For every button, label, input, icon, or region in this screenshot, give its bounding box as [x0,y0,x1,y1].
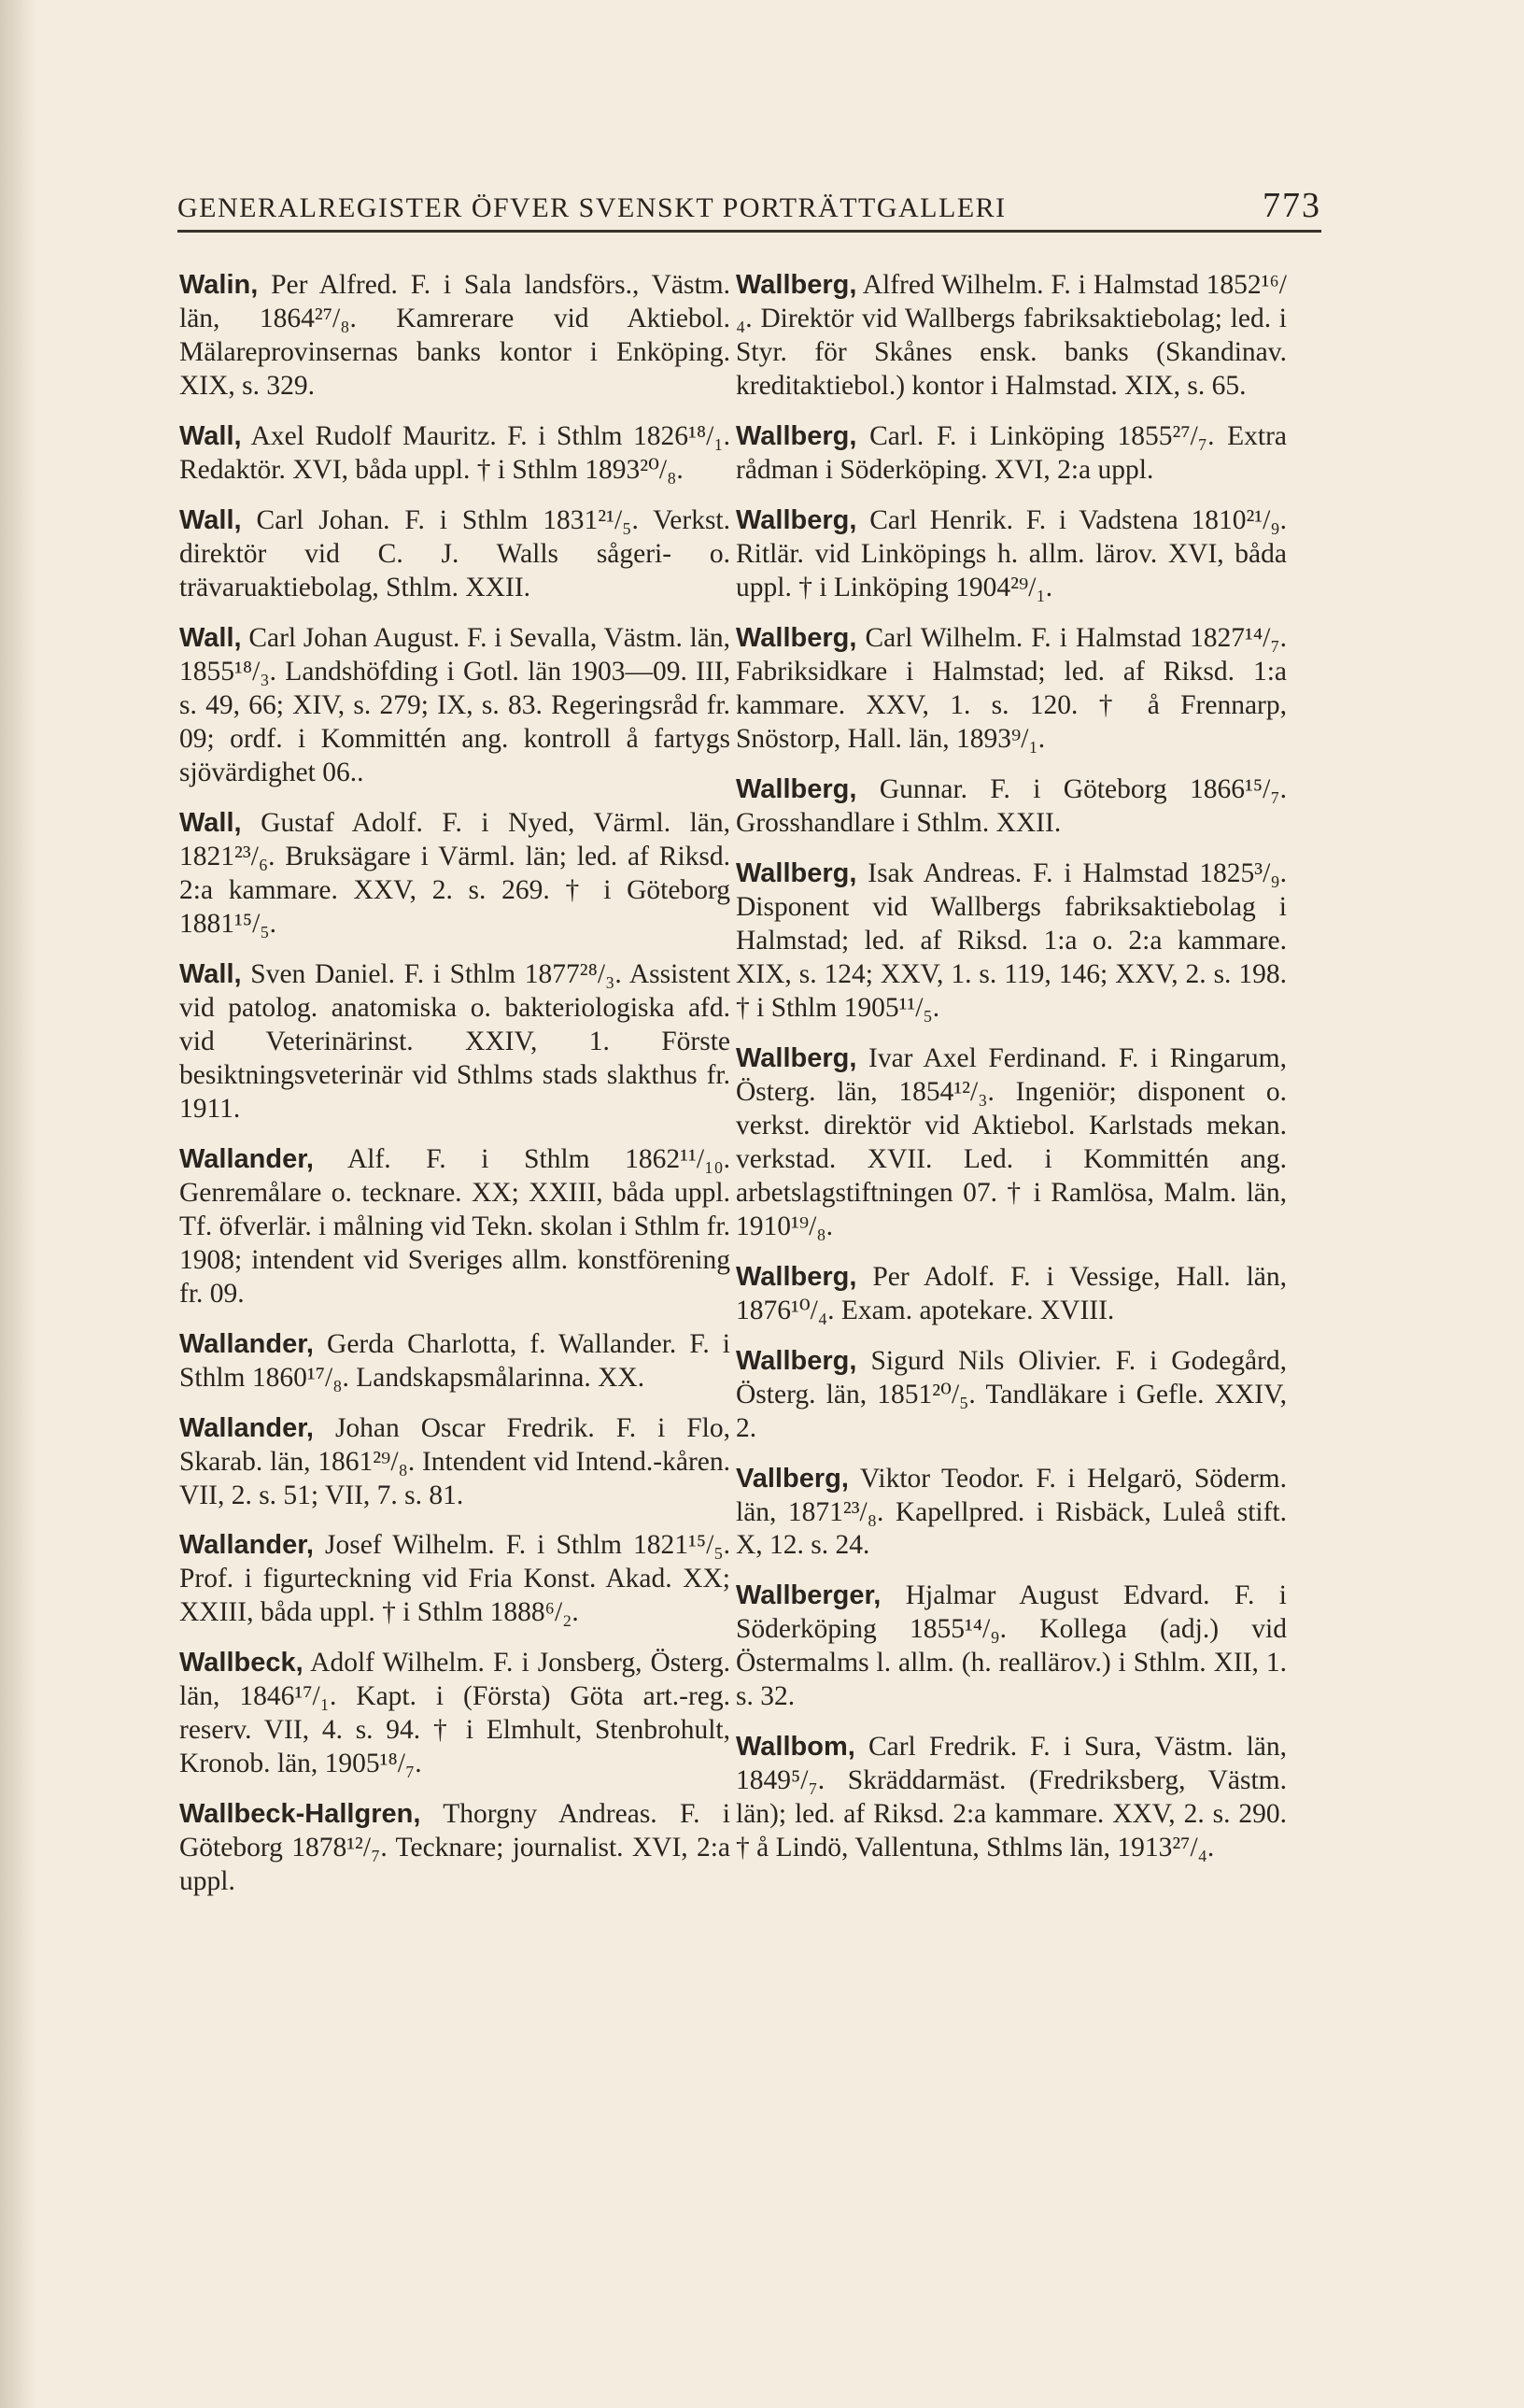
entry-text: Viktor Teodor. F. i Helgarö, Söderm. län, 1871²³/₈. Kapellpred. i Risbäck, Luleå stift. X, 12. s. 24. [736,1463,1287,1561]
register-entry [736,269,1287,404]
entry-surname: Wallander, [179,1328,314,1359]
entry-text: Per Adolf. F. i Vessige, Hall. län, 1876¹⁰/₄. Exam. apotekare. XVIII. [736,1261,1288,1325]
entry-surname: Wallbom, [736,1732,855,1763]
entry-surname: Wallberg, [736,270,857,300]
binding-shadow [0,0,37,2408]
entry-surname: Wallberg, [736,1042,857,1073]
entry-surname: Wallberg, [736,773,857,804]
register-entry [736,1042,1287,1244]
entry-text: Sven Daniel. F. i Sthlm 1877²⁸/₃. Assistent vid patolog. anatomiska o. bakteriologiska afd. vid Veterinärinst. XXIV, 1. Förste besiktningsveterinär vid Sthlms stads slakthus fr. 1911. [179,958,731,1124]
register-entry [736,857,1287,1026]
entry-text: Ivar Axel Ferdinand. F. i Ringarum, Österg. län, 1854¹²/₃. Ingeniör; disponent o. verkst. direktör vid Aktiebol. Karlstads mekan. verkstad. XVII. Led. i Kommittén ang. arbetslagstiftningen 07. † i Ramlösa, Malm. län, 1910¹⁹/₈. [736,1042,1287,1241]
entry-text: Isak Andreas. F. i Halmstad 1825³/₉. Disponent vid Wallbergs fabriksaktiebolag i Halmstad; led. af Riksd. 1:a o. 2:a kammare. XIX, s. 124; XXV, 1. s. 119, 146; XXV, 2. s. 198. † i Sthlm 1905¹¹/₅. [736,857,1287,1023]
entry-text: Sigurd Nils Olivier. F. i Godegård, Österg. län, 1851²⁰/₅. Tandläkare i Gefle. XXIV, 2. [736,1345,1287,1443]
entry-surname: Wallberg, [736,504,857,535]
entry-text: Hjalmar August Edvard. F. i Söderköping 1855¹⁴/₉. Kollega (adj.) vid Östermalms l. allm. (h. reallärov.) i Sthlm. XII, 1. s. 32. [736,1580,1288,1712]
entry-surname: Wallander, [179,1143,314,1174]
entry-surname: Wall, [179,504,242,535]
register-entry [736,773,1287,841]
entry-text: Gustaf Adolf. F. i Nyed, Värml. län, 1821²³/₆. Bruksägare i Värml. län; led. af Riksd. 2:a kammare. XXV, 2. s. 269. † i Göteborg 1881¹⁵/₅. [179,807,731,939]
entry-text: Josef Wilhelm. F. i Sthlm 1821¹⁵/₅. Prof. i figurteckning vid Fria Konst. Akad. XX; XXIII, båda uppl. † i Sthlm 1888⁶/₂. [179,1530,731,1628]
register-entry [736,1345,1287,1446]
register-entry [736,1579,1287,1714]
register-entry [179,622,730,790]
register-entry [736,622,1287,757]
entry-text: Alf. F. i Sthlm 1862¹¹/₁₀. Genremålare o. tecknare. XX; XXIII, båda uppl. Tf. öfverlär. i målning vid Tekn. skolan i Sthlm fr. 1908; intendent vid Sveriges allm. konstförening fr. 09. [179,1143,731,1309]
entry-surname: Wall, [179,622,242,653]
register-entry [736,504,1287,605]
entry-text: Carl Johan. F. i Sthlm 1831²¹/₅. Verkst. direktör vid C. J. Walls sågeri- o. trävaruaktiebolag, Sthlm. XXII. [179,504,730,602]
page-header [177,177,1321,233]
register-entry [179,1143,730,1311]
register-entry [736,1261,1287,1328]
entry-text: Johan Oscar Fredrik. F. i Flo, Skarab. län, 1861²⁹/₈. Intendent vid Intend.-kåren. VII, 2. s. 51; VII, 7. s. 81. [179,1412,731,1510]
entry-surname: Wall, [179,420,242,451]
entry-surname: Wall, [179,958,242,989]
register-entry [179,807,730,942]
page-number: 773 [1263,186,1321,225]
entry-surname: Vallberg, [736,1463,849,1494]
register-entry [179,1328,730,1395]
register-entry [179,504,730,605]
register-entry [179,269,730,404]
entry-surname: Wallberg, [736,420,857,451]
entry-surname: Wallbeck-Hallgren, [179,1799,421,1830]
entry-surname: Wallberg, [736,622,857,653]
entry-surname: Wallberg, [736,857,857,888]
register-entry [736,420,1287,488]
register-entry [179,1529,730,1630]
entry-surname: Wallberger, [736,1580,882,1611]
entry-surname: Wallberg, [736,1345,857,1376]
register-entry [736,1463,1287,1564]
register-entry [179,1647,730,1781]
right-column [736,269,1287,1882]
register-entry [736,1731,1287,1865]
entry-text: Per Alfred. F. i Sala landsförs., Västm. län, 1864²⁷/₈. Kamrerare vid Aktiebol. Mälareprovinsernas banks kontor i Enköping. XIX, s. 329. [179,270,730,401]
register-entry [179,1412,730,1513]
entry-text: Gerda Charlotta, f. Wallander. F. i Sthlm 1860¹⁷/₈. Landskapsmålarinna. XX. [179,1328,730,1393]
entry-text: Gunnar. F. i Göteborg 1866¹⁵/₇. Grosshandlare i Sthlm. XXII. [736,773,1288,838]
register-entry [179,420,730,488]
register-entry [179,958,730,1126]
entry-text: Carl Johan August. F. i Sevalla, Västm. län, 1855¹⁸/₃. Landshöfding i Gotl. län 1903—09. III, s. 49, 66; XIV, s. 279; IX, s. 83. Regeringsråd fr. 09; ordf. i Kommittén ang. kontroll å fartygs sjövärdighet 06.. [179,622,731,787]
entry-surname: Walin, [179,270,259,300]
entry-text: Carl Wilhelm. F. i Halmstad 1827¹⁴/₇. Fabriksidkare i Halmstad; led. af Riksd. 1:a kammare. XXV, 1. s. 120. † å Frennarp, Snöstorp, Hall. län, 1893⁹/₁. [736,622,1288,754]
entry-text: Thorgny Andreas. F. i Göteborg 1878¹²/₇. Tecknare; journalist. XVI, 2:a uppl. [179,1799,731,1897]
entry-text: Carl. F. i Linköping 1855²⁷/₇. Extra rådman i Söderköping. XVI, 2:a uppl. [736,420,1288,485]
entry-text: Carl Henrik. F. i Vadstena 1810²¹/₉. Ritlär. vid Linköpings h. allm. lärov. XVI, båda uppl. † i Linköping 1904²⁹/₁. [736,504,1288,602]
entry-text: Adolf Wilhelm. F. i Jonsberg, Österg. län, 1846¹⁷/₁. Kapt. i (Första) Göta art.-reg. reserv. VII, 4. s. 94. † i Elmhult, Stenbrohult, Kronob. län, 1905¹⁸/₇. [179,1648,730,1779]
entry-text: Alfred Wilhelm. F. i Halmstad 1852¹⁶/₄. Direktör vid Wallbergs fabriksaktiebolag; led. i Styr. för Skånes ensk. banks (Skandinav. kreditaktiebol.) kontor i Halmstad. XIX, s. 65. [736,270,1288,401]
running-title: GENERALREGISTER ÖFVER SVENSKT PORTRÄTTGALLERI [177,192,1007,223]
entry-surname: Wallander, [179,1530,314,1561]
entry-surname: Wallander, [179,1412,314,1443]
entry-text: Axel Rudolf Mauritz. F. i Sthlm 1826¹⁸/₁. Redaktör. XVI, båda uppl. † i Sthlm 1893²⁰/₈. [179,420,730,485]
register-entry [179,1798,730,1899]
entry-surname: Wallbeck, [179,1648,303,1679]
entry-surname: Wall, [179,807,242,838]
entry-surname: Wallberg, [736,1261,857,1292]
left-column [179,269,730,1916]
entry-text: Carl Fredrik. F. i Sura, Västm. län, 1849⁵/₇. Skräddarmäst. (Fredriksberg, Västm. län); led. af Riksd. 2:a kammare. XXV, 2. s. 290. † å Lindö, Vallentuna, Sthlms län, 1913²⁷/₄. [736,1732,1287,1863]
